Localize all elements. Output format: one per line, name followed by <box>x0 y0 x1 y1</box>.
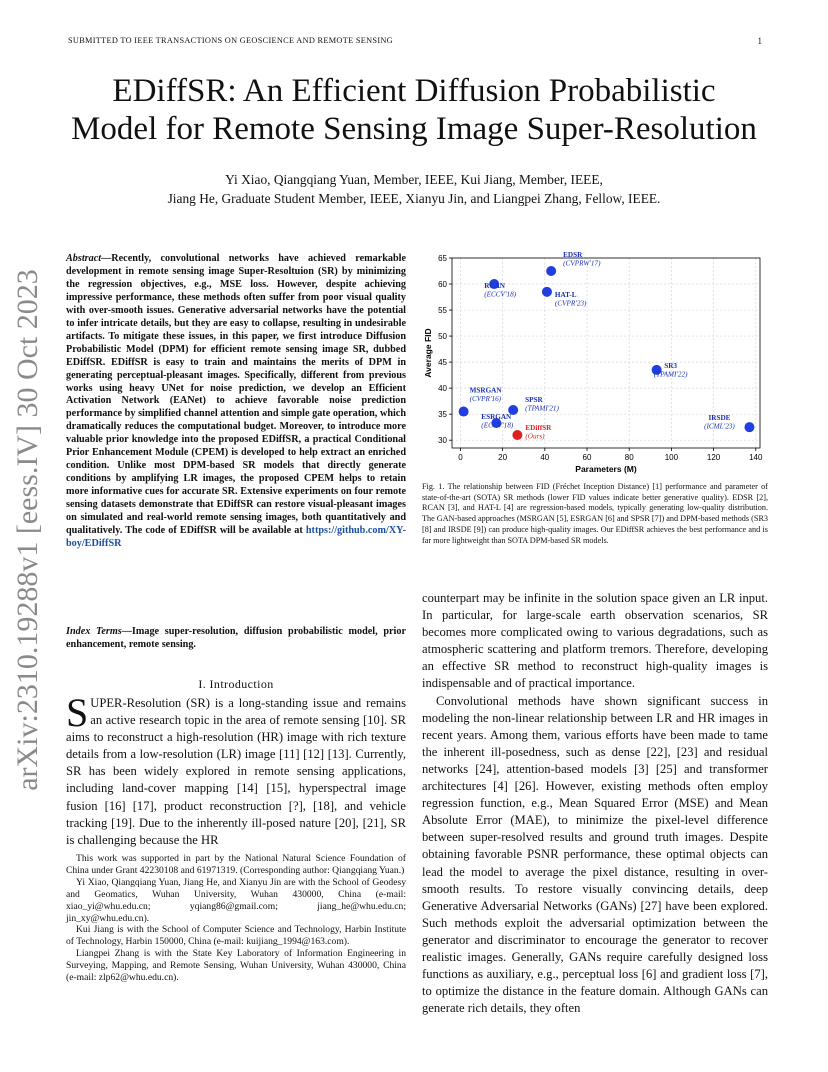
running-header: SUBMITTED TO IEEE TRANSACTIONS ON GEOSCIENCE AND REMOTE SENSING <box>68 36 393 45</box>
point-venue: (CVPR'23) <box>554 299 587 308</box>
authors-line-1: Yi Xiao, Qiangqiang Yuan, Member, IEEE, Kui Jiang, Member, IEEE, <box>225 172 603 187</box>
data-point <box>542 287 552 297</box>
page-number: 1 <box>757 36 762 46</box>
point-venue: (TPAMI'22) <box>653 370 688 379</box>
point-venue: (ECCV'18) <box>484 290 517 299</box>
abstract-label: Abstract <box>66 253 102 264</box>
y-tick-label: 40 <box>438 384 447 394</box>
y-tick-label: 60 <box>438 280 447 290</box>
x-tick-label: 100 <box>664 453 679 462</box>
y-tick-label: 50 <box>438 332 447 342</box>
y-tick-label: 30 <box>438 436 447 446</box>
y-tick-label: 65 <box>438 254 447 263</box>
point-label: SR3 <box>664 361 678 370</box>
point-label: ESRGAN <box>481 413 512 422</box>
point-venue: (ICML'23) <box>704 422 735 431</box>
index-label: Index Terms <box>66 626 122 637</box>
drop-cap: S <box>66 690 89 735</box>
y-tick-label: 35 <box>438 410 447 420</box>
footnotes <box>66 853 406 984</box>
arxiv-stamp-text: arXiv:2310.19288v1 [eess.IV] 30 Oct 2023 <box>11 269 44 791</box>
point-label: EDiffSR <box>525 423 552 432</box>
index-text: —Image super-resolution, diffusion probabilistic model, prior enhancement, remote sensing. <box>66 626 406 650</box>
point-label: MSRGAN <box>469 386 502 395</box>
footnote: Liangpei Zhang is with the State Key Laboratory of Information Engineering in Surveying, Mapping, and Remote Sensing, Wuhan University, Wuhan 430000, China (e-mail: zlp62@whu.edu.cn). <box>66 948 406 984</box>
x-tick-label: 0 <box>458 453 463 462</box>
y-tick-label: 55 <box>438 306 447 316</box>
data-point <box>546 266 556 276</box>
point-venue: (ECCV'18) <box>481 421 514 430</box>
intro-text: UPER-Resolution (SR) is a long-standing issue and remains an active research topic in the area of remote sensing [10]. SR aims to reconstruct a high-resolution (HR) image with rich texture details from a low-resolution (LR) image [11] [12] [13]. Currently, SR has been widely explored in remote sensing applications, including land-cover mapping [14] [15], hyperspectral image fusion [16] [17], product reconstruction [?], [18], and vehicle tracking [19]. Due to the inherently ill-posed nature [20], [21], SR is challenging because the HR <box>66 696 406 847</box>
x-tick-label: 140 <box>749 453 763 462</box>
title-line-2: Model for Remote Sensing Image Super-Resolution <box>71 111 757 147</box>
right-column-text <box>422 590 768 1017</box>
abstract-text: —Recently, convolutional networks have achieved remarkable development in remote sensing image Super-Resoltuion (SR) by minimizing the regression objectives, e.g., MSE loss. However, despite achieving impressive performance, these methods often suffer from poor visual quality with over-smooth issues. Generative adversarial networks have the potential to infer intricate details, but they are easy to collapse, resulting in undesirable artifacts. To mitigate these issues, in this paper, we first introduce Diffusion Probabilistic Model (DPM) for efficient remote sensing image SR, dubbed EDiffSR. EDiffSR is easy to train and maintains the merits of DPM in generating perceptual-pleasant images. Specifically, different from previous works using heavy UNet for noise prediction, we develop an Efficient Activation Network (EANet) to achieve favorable noise prediction performance by simplified channel attention and simple gate operation, which dramatically reduces the computational budget. Moreover, to introduce more valuable prior knowledge into the proposed EDiffSR, a practical Conditional Prior Enhancement Module (CPEM) is developed to help extract an enriched condition. Unlike most DPM-based SR models that directly generate conditions by amplifying LR images, the proposed CPEM helps to retain more informative cues for accurate SR. Extensive experiments on four remote sensing datasets demonstrate that EDiffSR can restore visual-pleasant images on simulated and real-world remote sensing images, both quantitatively and qualitatively. The code of EDiffSR will be available at <box>66 253 406 537</box>
y-tick-label: 45 <box>438 358 447 368</box>
title-line-1: EDiffSR: An Efficient Diffusion Probabilistic <box>112 73 716 109</box>
point-venue: (TPAMI'21) <box>525 404 559 413</box>
point-venue: (Ours) <box>525 432 545 441</box>
data-point <box>512 430 522 440</box>
abstract <box>66 253 406 551</box>
point-label: RCAN <box>484 282 505 291</box>
figure-caption: Fig. 1. The relationship between FID (Fréchet Inception Distance) [1] performance and parameter of state-of-the-art (SOTA) SR methods (lower FID values indicate better generative quality). EDSR [2], RCAN [3], and HAT-L [4] are regression-based models, typically generating low-quality distribution. The GAN-based approaches (MSRGAN [5], ESRGAN [6] and SPSR [7]) and DPM-based methods (SR3 [8] and IRSDE [9]) can produce high-quality images. Our EDiffSR achieves the best performance and is far more lightweight than SOTA DPM-based SR models. <box>422 482 768 545</box>
data-point <box>459 407 469 417</box>
index-terms <box>66 625 406 651</box>
author-list <box>40 170 788 208</box>
point-label: SPSR <box>525 396 543 404</box>
x-axis-label: Parameters (M) <box>575 464 637 474</box>
point-venue: (CVPR'16) <box>469 395 502 404</box>
x-tick-label: 20 <box>498 453 508 462</box>
point-label: HAT-L <box>554 290 577 299</box>
intro-paragraph <box>66 690 406 849</box>
arxiv-stamp <box>8 269 48 791</box>
code-link[interactable]: https://github.com/XY-boy/EDiffSR <box>66 525 406 549</box>
y-axis-label: Average FID <box>423 328 433 378</box>
point-label: EDSR <box>563 251 583 260</box>
x-tick-label: 120 <box>706 453 721 462</box>
right-paragraph-1: counterpart may be infinite in the solution space given an LR input. In particular, for large-scale earth observation scenarios, SR becomes more complicated owing to various degradations, such as atmospheric scattering and platform tremors. Therefore, developing an effective SR method to reconstruct high-quality images is indispensable and of practical importance. <box>422 591 768 691</box>
data-point <box>744 422 754 432</box>
footnote: Yi Xiao, Qiangqiang Yuan, Jiang He, and Xianyu Jin are with the School of Geodesy and Geomatics, Wuhan University, Wuhan 430000, China (e-mail: xiao_yi@whu.edu.cn; yqiang86@gmail.com; jiang_he@whu.edu.cn; jin_xy@whu.edu.cn). <box>66 876 406 924</box>
right-paragraph-2: Convolutional methods have shown significant success in modeling the non-linear relationship between LR and HR images in recent years. Among them, various efforts have been made to tame the inherent ill-posedness, such as dense [22], [23] and residual networks [24], attention-based models [3] [25] and transformer architectures [4] [26]. However, existing methods often employ regression function, e.g., Mean Squared Error (MSE) and Mean Absolute Error (MAE), to minimize the pixel-level difference between super-resolved results and ground truth images. Despite obtaining favorable PSNR performance, these optimal objects can lead the model to average the pixel distance, resulting in over-smooth results. To restore visually convincing details, deep Generative Adversarial Networks (GANs) [27] have been explored. Such methods exploit the adversarial optimization between the generator and discriminator to encourage the generator to recover realistic images. Generally, GANs require carefully designed loss functions as auxiliary, e.g., perceptual loss [6] and gradient loss [7], to optimize the distance in the feature domain. Although GANs can generate rich details, they often <box>422 693 768 1016</box>
footnote: This work was supported in part by the National Natural Science Foundation of China under Grant 42230108 and 61971319. (Corresponding author: Qiangqiang Yuan.) <box>66 853 406 876</box>
figure-1 <box>420 250 770 478</box>
x-tick-label: 40 <box>540 453 550 462</box>
point-label: IRSDE <box>708 414 731 423</box>
x-tick-label: 60 <box>582 453 592 462</box>
footnote: Kui Jiang is with the School of Computer Science and Technology, Harbin Institute of Technology, Harbin 150000, China (e-mail: kuijiang_1994@163.com). <box>66 924 406 948</box>
section-heading: I. Introduction <box>198 677 274 691</box>
x-tick-label: 80 <box>624 453 634 462</box>
paper-title <box>40 72 788 148</box>
point-venue: (CVPRW'17) <box>563 259 601 268</box>
authors-line-2: Jiang He, Graduate Student Member, IEEE, Xianyu Jin, and Liangpei Zhang, Fellow, IEEE. <box>167 191 661 206</box>
fid-params-chart <box>420 250 770 478</box>
